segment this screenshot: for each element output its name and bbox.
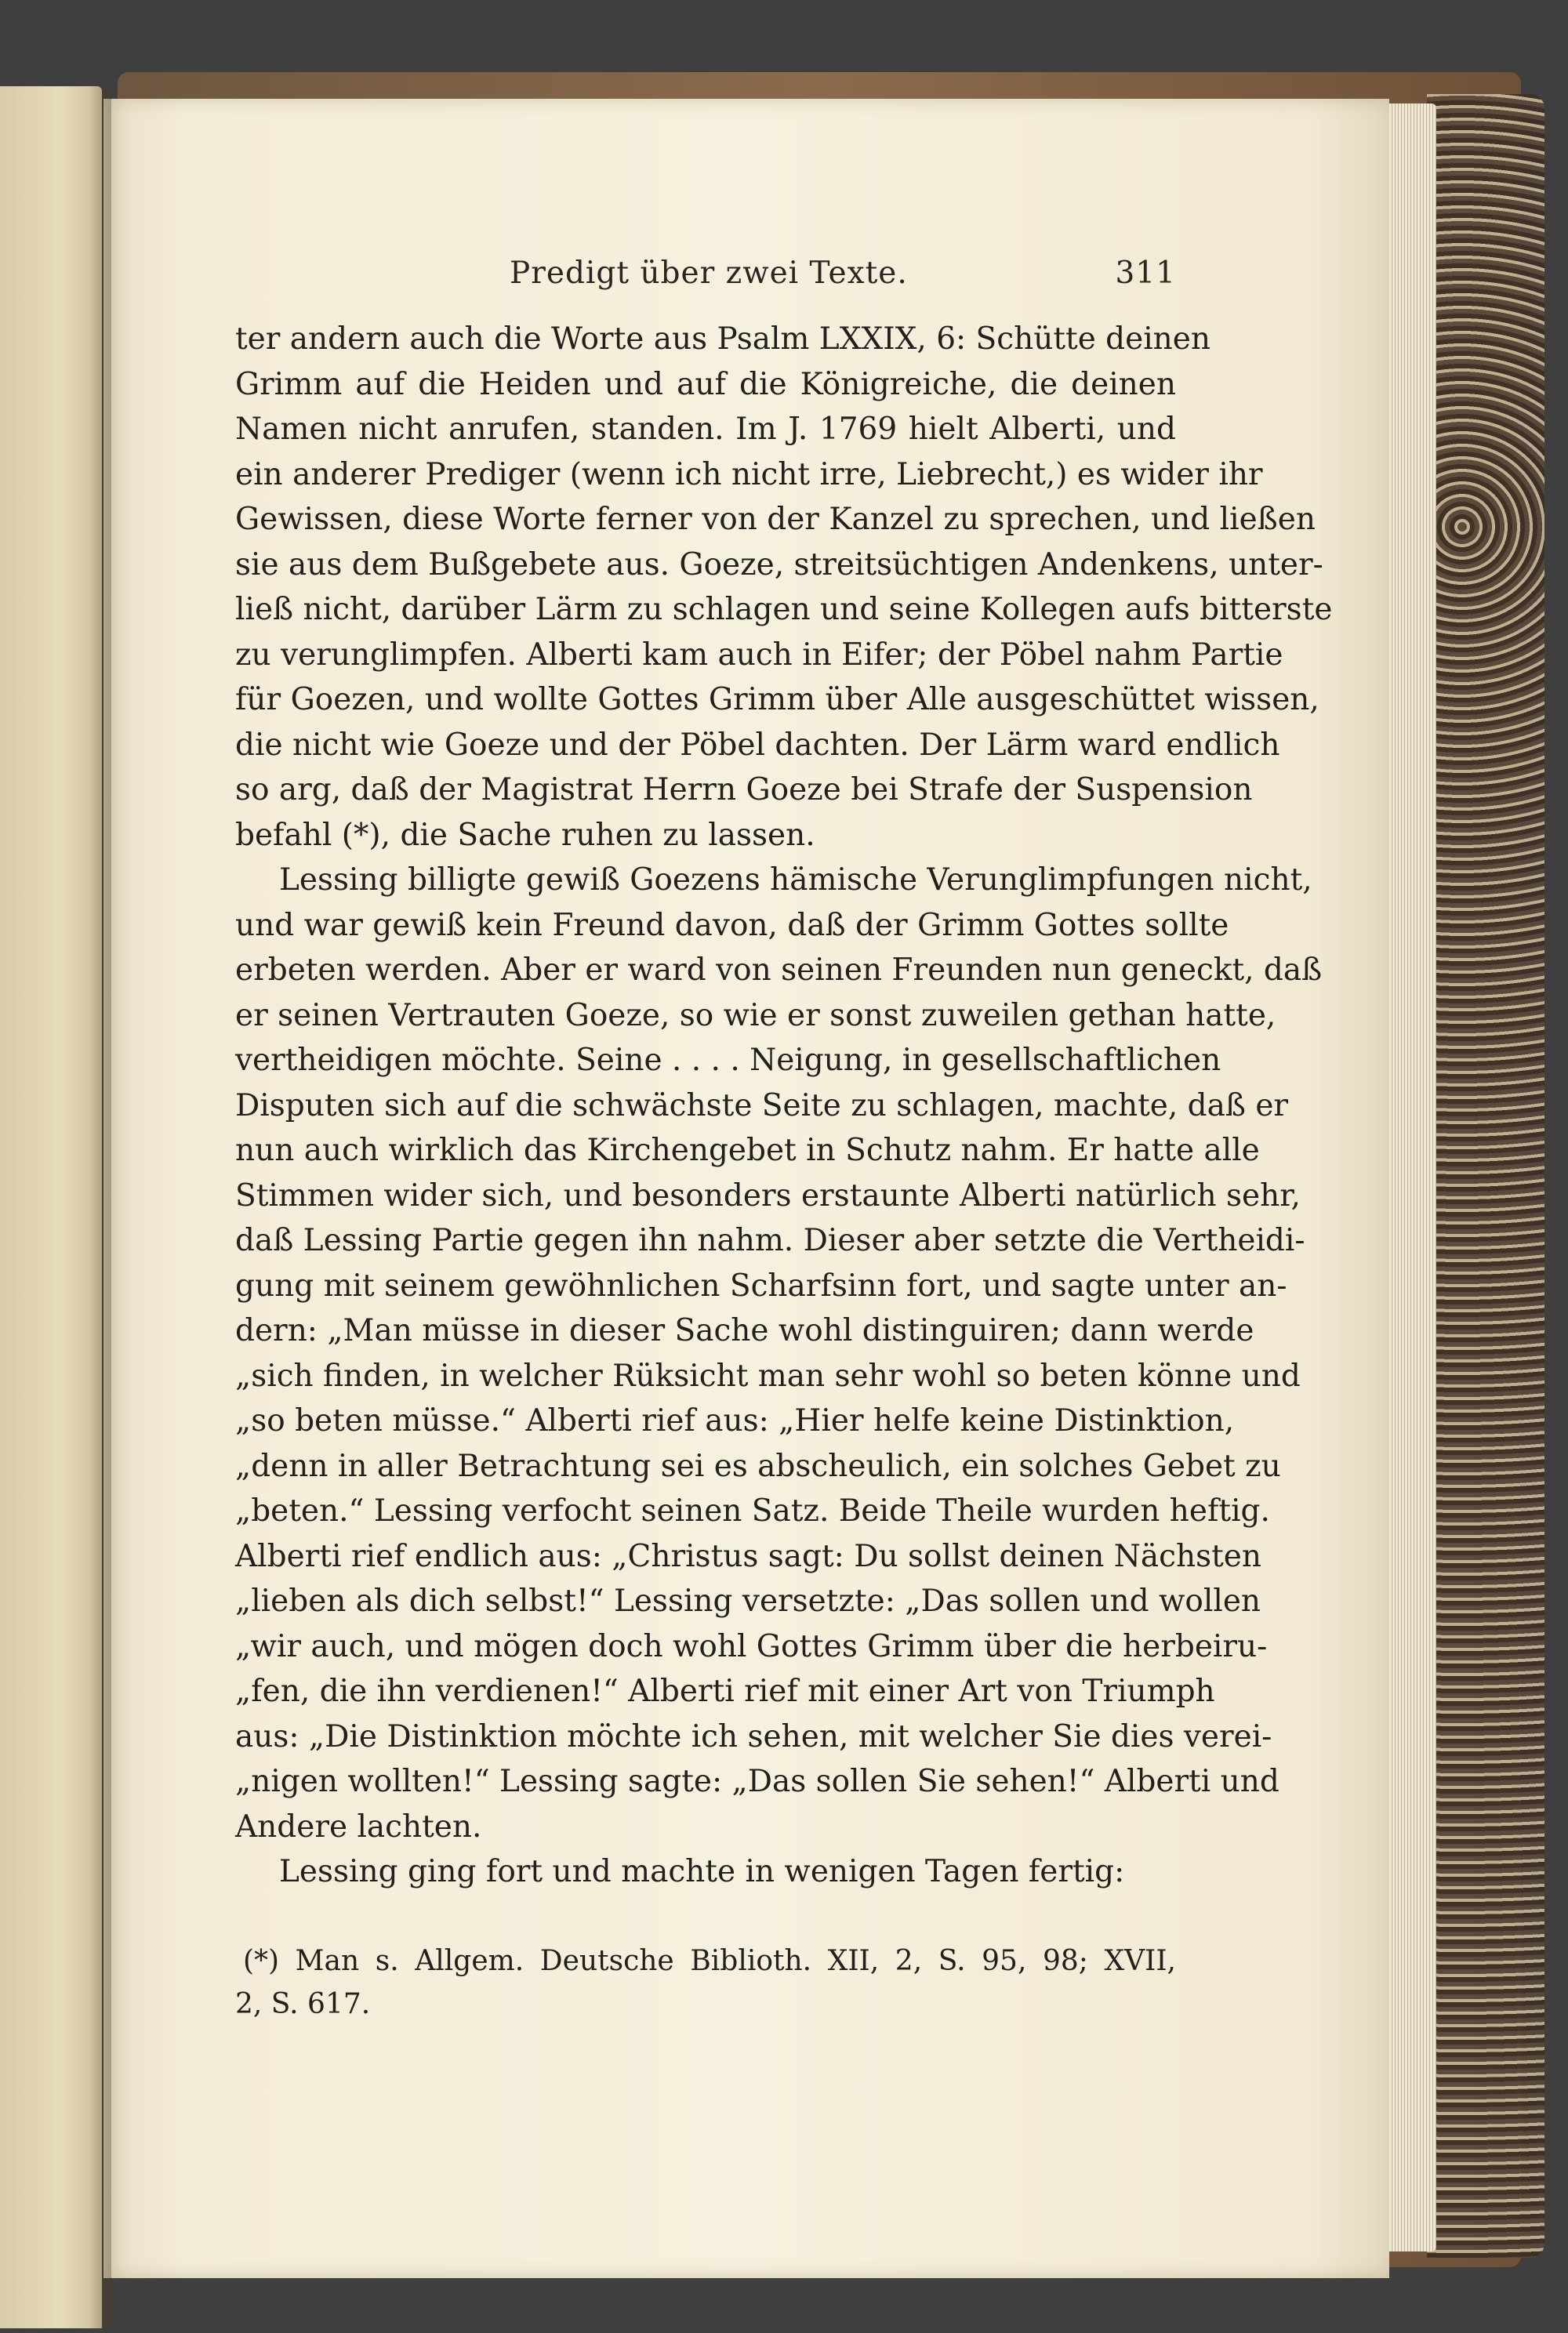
left-page-edge [0,86,102,2328]
text-line: Disputen sich auf die schwächste Seite zu schlagen, machte, daß er [235,1087,1289,1123]
footnote [235,1939,1176,2026]
text-line: die nicht wie Goeze und der Pöbel dachten. Der Lärm ward endlich [235,727,1280,763]
text-line: für Goezen, und wollte Gottes Grimm über Alle ausgeschüttet wissen, [235,682,1319,717]
gutter-shadow [88,86,111,2328]
page-number: 311 [1115,256,1176,291]
text-line: „fen, die ihn verdienen!“ Alberti rief mit einer Art von Triumph [235,1674,1215,1709]
text-line: „sich finden, in welcher Rüksicht man sehr wohl so beten könne und [235,1358,1301,1394]
text-line: und war gewiß kein Freund davon, daß der Grimm Gottes sollte [235,907,1229,943]
text-line: „wir auch, und mögen doch wohl Gottes Grimm über die herbeiru- [235,1628,1268,1664]
text-line: nun auch wirklich das Kirchengebet in Schutz nahm. Er hatte alle [235,1133,1260,1168]
header-title: Predigt über zwei Texte. [510,256,908,291]
text-line: Namen nicht anrufen, standen. Im J. 1769 hielt Alberti, und [235,412,1176,447]
text-line: „nigen wollten!“ Lessing sagte: „Das sollen Sie sehen!“ Alberti und [235,1764,1279,1799]
text-line: er seinen Vertrauten Goeze, so wie er sonst zuweilen gethan hatte, [235,997,1276,1033]
text-line: ließ nicht, darüber Lärm zu schlagen und seine Kollegen aufs bitterste [235,592,1333,627]
text-line: Lessing billigte gewiß Goezens hämische Verunglimpfungen nicht, [279,862,1312,898]
text-line: Alberti rief endlich aus: „Christus sagt: Du sollst deinen Nächsten [235,1538,1261,1574]
text-line: Stimmen wider sich, und besonders erstaunte Alberti natürlich sehr, [235,1177,1301,1214]
text-line: „lieben als dich selbst!“ Lessing versetzte: „Das sollen und wollen [235,1584,1261,1619]
text-line: Lessing ging fort und machte in wenigen Tagen fertig: [279,1854,1125,1889]
text-line: erbeten werden. Aber er ward von seinen Freunden nun geneckt, daß [235,952,1323,988]
text-line: befahl (*), die Sache ruhen zu lassen. [235,817,815,853]
text-line: Andere lachten. [235,1809,482,1845]
text-line: daß Lessing Partie gegen ihn nahm. Dieser aber setzte die Vertheidi- [235,1223,1305,1258]
text-line: „beten.“ Lessing verfocht seinen Satz. Beide Theile wurden heftig. [235,1493,1270,1529]
text-line: ter andern auch die Worte aus Psalm LXXIX, 6: Schütte deinen [235,321,1211,357]
text-line: „denn in aller Betrachtung sei es abscheulich, ein solches Gebet zu [235,1448,1281,1484]
text-line: dern: „Man müsse in dieser Sache wohl distinguiren; dann werde [235,1313,1254,1348]
body-text [235,317,1333,1895]
text-line: „so beten müsse.“ Alberti rief aus: „Hier helfe keine Distinktion, [235,1403,1235,1439]
text-line: sie aus dem Bußgebete aus. Goeze, streitsüchtigen Andenkens, unter- [235,546,1323,582]
footnote-line: (*) Man s. Allgem. Deutsche Biblioth. XII, 2, S. 95, 98; XVII, [243,1945,1176,1977]
text-line: Grimm auf die Heiden und auf die Königreiche, die deinen [235,366,1176,402]
marbled-edge [1427,94,1544,2258]
text-line: ein anderer Prediger (wenn ich nicht irre, Liebrecht,) es wider ihr [235,456,1263,492]
text-line: Gewissen, diese Worte ferner von der Kanzel zu sprechen, und ließen [235,502,1316,537]
text-line: vertheidigen möchte. Seine . . . . Neigung, in gesellschaftlichen [235,1043,1221,1078]
running-header [235,256,1176,303]
text-line: gung mit seinem gewöhnlichen Scharfsinn fort, und sagte unter an- [235,1268,1287,1304]
text-line: aus: „Die Distinktion möchte ich sehen, mit welcher Sie dies verei- [235,1718,1272,1754]
text-line: zu verunglimpfen. Alberti kam auch in Eifer; der Pöbel nahm Partie [235,637,1283,673]
text-line: so arg, daß der Magistrat Herrn Goeze bei Strafe der Suspension [235,772,1253,807]
footnote-line: 2, S. 617. [235,1988,371,2020]
